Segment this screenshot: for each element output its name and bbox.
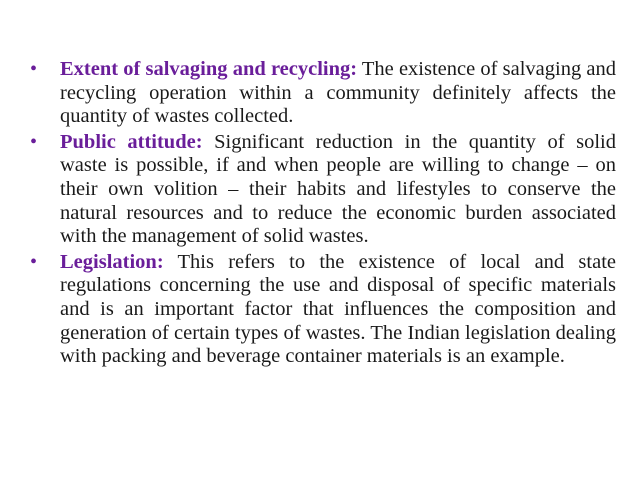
bullet-icon: •	[30, 250, 38, 273]
text-salvaging: The existence of salvaging and recycling operation within a community definitely affects the quantity of wastes collected.	[60, 58, 616, 128]
bullet-icon: •	[30, 58, 38, 80]
text-legislation: This refers to the existence of local and state regulations concerning the use and disposal of specific materials and is an important factor that influences the composition and generation of certain types of wastes. The Indian legislation dealing with packing and beverage container materials is an example.	[60, 250, 616, 368]
bullet-item-salvaging	[30, 58, 616, 129]
bullet-icon: •	[30, 130, 38, 153]
bullet-item-public-attitude	[30, 131, 616, 249]
term-legislation: Legislation:	[60, 250, 164, 273]
bullet-list	[30, 58, 616, 369]
bullet-item-legislation	[30, 251, 616, 369]
term-public-attitude: Public attitude:	[60, 130, 203, 153]
term-salvaging: Extent of salvaging and recycling:	[60, 58, 358, 80]
text-public-attitude: Significant reduction in the quantity of solid waste is possible, if and when people are willing to change – on their own volition – their habits and lifestyles to conserve the natural resources and to reduce the economic burden associated with the management of solid wastes.	[60, 130, 617, 248]
